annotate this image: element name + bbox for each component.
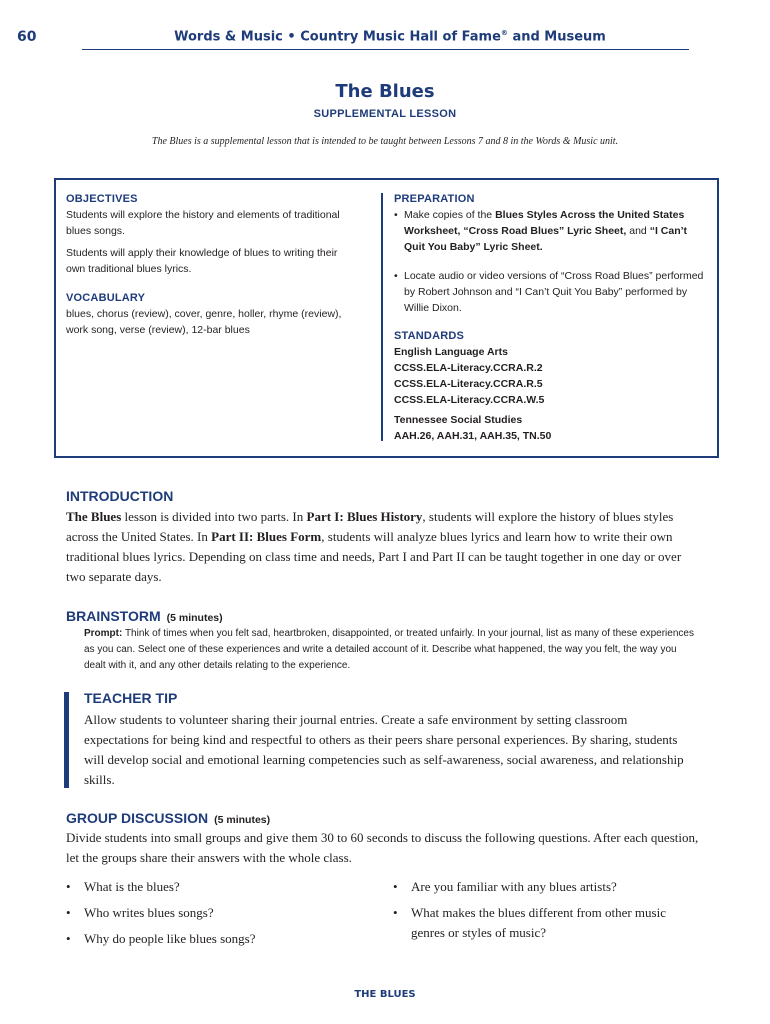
teacher-tip-text: Allow students to volunteer sharing their journal entries. Create a safe environment by setting classroom expectations for being kind and respectful to others as their peers share personal experiences. By sharing, students will develop social and emotional learning competencies such as self-awareness, social awareness, and relationship skills. [84,712,684,787]
questions-left-list [66,877,366,955]
preparation-heading: PREPARATION [394,193,475,205]
list-item: • What makes the blues different from other music genres or styles of music? [393,903,673,943]
group-discussion-heading: GROUP DISCUSSION (5 minutes) [66,810,271,826]
box-divider [381,193,383,441]
running-header-right: and Museum [507,29,606,45]
list-item: • Why do people like blues songs? [66,929,366,949]
lesson-note: The Blues is a supplemental lesson that is intended to be taught between Lessons 7 and 8 in the Words & Music unit. [151,136,619,147]
running-header [100,29,680,44]
registered-mark: ® [500,29,508,37]
header-rule [82,49,689,50]
introduction-text: The Blues lesson is divided into two parts. In Part I: Blues History, students will explore the history of blues styles across the United States. In Part II: Blues Form, students will analyze blues lyrics and learn how to write their own traditional blues lyrics. Depending on class time and needs, Part I and Part II can be taught together in one day or over two separate days. [66,509,682,584]
page-subtitle: SUPPLEMENTAL LESSON [313,108,457,120]
list-item: • Who writes blues songs? [66,903,366,923]
preparation-item-2: • Locate audio or video versions of “Cross Road Blues” performed by Robert Johnson and “I Can’t Quit You Baby” performed by Willie Dixon. [394,270,704,314]
bullet-icon: • [394,209,398,221]
vocabulary-heading: VOCABULARY [66,292,146,304]
bullet-icon: • [394,270,398,282]
brainstorm-heading: BRAINSTORM (5 minutes) [66,608,223,624]
running-header-left: Words & Music • Country Music Hall of Fame [174,29,501,45]
objectives-paragraph-2: Students will apply their knowledge of blues to writing their own traditional blues lyrics. [66,247,338,275]
page-footer: THE BLUES [354,989,416,1000]
objectives-paragraph-1: Students will explore the history and elements of traditional blues songs. [66,209,340,237]
teacher-tip-heading: TEACHER TIP [84,690,178,706]
page-number: 60 [17,29,37,45]
vocabulary-text: blues, chorus (review), cover, genre, holler, rhyme (review), work song, verse (review), 12-bar blues [66,308,342,336]
standards-ela: English Language Arts CCSS.ELA-Literacy.CCRA.R.2 CCSS.ELA-Literacy.CCRA.R.5 CCSS.ELA-Literacy.CCRA.W.5 [394,346,545,406]
standards-tss: Tennessee Social Studies AAH.26, AAH.31, AAH.35, TN.50 [394,414,552,442]
objectives-heading: OBJECTIVES [66,193,138,205]
introduction-heading: INTRODUCTION [66,488,174,504]
list-item: • Are you familiar with any blues artists? [393,877,673,897]
brainstorm-prompt: Prompt: Think of times when you felt sad, heartbroken, disappointed, or treated unfairly. In your journal, list as many of these experiences as you can. Select one of these experiences and write a detailed account of it. Describe what happened, the way you felt, the way you dealt with it, and any other details relating to the experience. [84,628,694,671]
questions-right-list [393,877,673,949]
preparation-item-1: • Make copies of the Blues Styles Across the United States Worksheet, “Cross Road Blues” Lyric Sheet, and “I Can’t Quit You Baby” Lyric Sheet. [394,209,688,253]
page-title: The Blues [335,81,435,102]
standards-heading: STANDARDS [394,330,465,342]
teacher-tip-bar [64,692,69,788]
group-discussion-text: Divide students into small groups and give them 30 to 60 seconds to discuss the following questions. After each question, let the groups share their answers with the whole class. [66,830,699,865]
list-item: • What is the blues? [66,877,366,897]
